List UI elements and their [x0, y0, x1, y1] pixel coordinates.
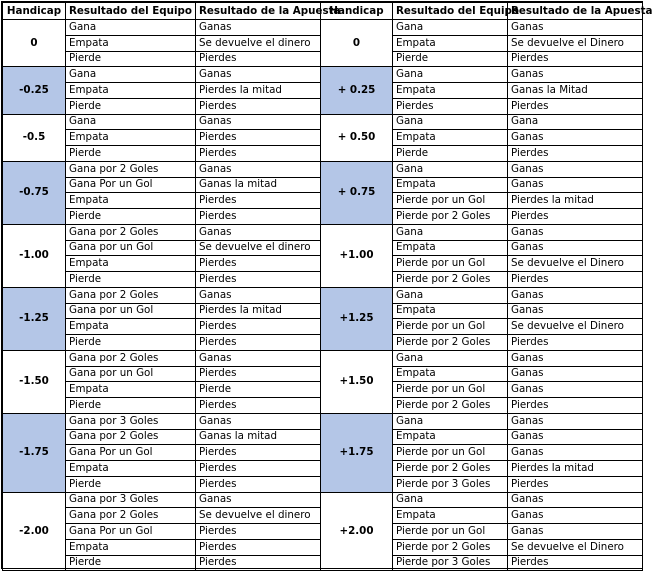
team-result-cell: Gana por un Gol: [66, 303, 196, 319]
team-result-cell: Pierde por 2 Goles: [393, 461, 508, 477]
team-result-cell: Pierde: [66, 51, 196, 67]
bet-result-cell: Pierdes: [196, 398, 321, 414]
bet-result-cell: Ganas: [508, 382, 643, 398]
handicap-value-right: 0: [321, 20, 393, 67]
handicap-value-left: -2.00: [3, 492, 66, 571]
bet-result-cell: Pierdes: [508, 335, 643, 351]
handicap-value-right: +1.75: [321, 413, 393, 492]
bet-result-cell: Pierdes: [508, 98, 643, 114]
handicap-table-container: [1, 1, 652, 569]
team-result-cell: Empata: [66, 256, 196, 272]
bet-result-cell: Ganas: [196, 413, 321, 429]
team-result-cell: Empata: [393, 130, 508, 146]
team-result-cell: Gana: [393, 114, 508, 130]
team-result-cell: Empata: [66, 319, 196, 335]
bet-result-cell: Se devuelve el dinero: [196, 240, 321, 256]
handicap-value-left: -1.50: [3, 350, 66, 413]
bet-result-cell: Se devuelve el dinero: [196, 508, 321, 524]
bet-result-cell: Ganas: [508, 429, 643, 445]
team-result-cell: Pierde por un Gol: [393, 445, 508, 461]
bet-result-cell: Ganas: [196, 224, 321, 240]
bet-result-cell: Pierdes: [196, 209, 321, 225]
bet-result-cell: Pierdes: [508, 209, 643, 225]
bet-result-cell: Ganas: [196, 67, 321, 83]
team-result-cell: Pierde: [66, 146, 196, 162]
team-result-cell: Gana por un Gol: [66, 240, 196, 256]
bet-result-cell: Ganas: [508, 130, 643, 146]
handicap-value-left: -0.75: [3, 161, 66, 224]
handicap-value-right: + 0.50: [321, 114, 393, 161]
team-result-cell: Gana: [393, 20, 508, 36]
bet-result-cell: Pierdes: [196, 193, 321, 209]
team-result-cell: Pierde por un Gol: [393, 193, 508, 209]
header-bet-result-right: Resultado de la Apuesta: [508, 3, 643, 20]
team-result-cell: Gana: [393, 224, 508, 240]
handicap-value-left: 0: [3, 20, 66, 67]
bet-result-cell: Pierdes: [508, 272, 643, 288]
team-result-cell: Pierde por 3 Goles: [393, 555, 508, 571]
bet-result-cell: Se devuelve el dinero: [196, 35, 321, 51]
team-result-cell: Pierde: [66, 272, 196, 288]
bet-result-cell: Pierdes la mitad: [508, 461, 643, 477]
team-result-cell: Gana por 3 Goles: [66, 492, 196, 508]
team-result-cell: Pierde: [66, 555, 196, 571]
bet-result-cell: Ganas: [508, 224, 643, 240]
team-result-cell: Gana por 2 Goles: [66, 508, 196, 524]
bet-result-cell: Ganas: [196, 114, 321, 130]
bet-result-cell: Ganas: [508, 524, 643, 540]
team-result-cell: Gana por 2 Goles: [66, 429, 196, 445]
bet-result-cell: Pierdes: [508, 555, 643, 571]
bet-result-cell: Pierdes: [196, 555, 321, 571]
bet-result-cell: Gana: [508, 114, 643, 130]
header-bet-result-left: Resultado de la Apuesta: [196, 3, 321, 20]
team-result-cell: Gana por 3 Goles: [66, 413, 196, 429]
team-result-cell: Empata: [393, 240, 508, 256]
team-result-cell: Pierde por 2 Goles: [393, 539, 508, 555]
header-handicap-left: Handicap: [3, 3, 66, 20]
team-result-cell: Empata: [393, 303, 508, 319]
table-row: [3, 161, 643, 177]
bet-result-cell: Ganas: [508, 287, 643, 303]
handicap-value-right: + 0.75: [321, 161, 393, 224]
bet-result-cell: Se devuelve el Dinero: [508, 319, 643, 335]
header-row: [3, 3, 643, 20]
bet-result-cell: Ganas: [508, 20, 643, 36]
bet-result-cell: Pierdes: [508, 146, 643, 162]
bet-result-cell: Ganas: [508, 508, 643, 524]
team-result-cell: Empata: [66, 382, 196, 398]
team-result-cell: Pierde: [66, 209, 196, 225]
bet-result-cell: Ganas: [508, 366, 643, 382]
bet-result-cell: Pierdes: [196, 524, 321, 540]
team-result-cell: Pierde por 2 Goles: [393, 335, 508, 351]
bet-result-cell: Ganas: [196, 287, 321, 303]
team-result-cell: Gana Por un Gol: [66, 524, 196, 540]
bet-result-cell: Ganas la mitad: [196, 429, 321, 445]
handicap-value-left: -1.00: [3, 224, 66, 287]
bet-result-cell: Pierde: [196, 382, 321, 398]
asian-handicap-table: [2, 2, 652, 571]
team-result-cell: Gana Por un Gol: [66, 177, 196, 193]
header-team-result-right: Resultado del Equipo: [393, 3, 508, 20]
bet-result-cell: Pierdes: [196, 98, 321, 114]
bet-result-cell: Se devuelve el Dinero: [508, 256, 643, 272]
header-team-result-left: Resultado del Equipo: [66, 3, 196, 20]
bet-result-cell: Pierdes: [196, 272, 321, 288]
bet-result-cell: Ganas: [196, 20, 321, 36]
team-result-cell: Pierde: [66, 98, 196, 114]
handicap-value-left: -1.25: [3, 287, 66, 350]
bet-result-cell: Ganas: [508, 445, 643, 461]
bet-result-cell: Pierdes: [196, 539, 321, 555]
table-row: [3, 67, 643, 83]
team-result-cell: Gana: [393, 492, 508, 508]
bet-result-cell: Pierdes: [196, 476, 321, 492]
team-result-cell: Pierde por 2 Goles: [393, 209, 508, 225]
bet-result-cell: Ganas: [508, 303, 643, 319]
table-row: [3, 413, 643, 429]
table-row: [3, 224, 643, 240]
team-result-cell: Pierde por un Gol: [393, 382, 508, 398]
bet-result-cell: Ganas: [196, 161, 321, 177]
bet-result-cell: Pierdes la mitad: [196, 83, 321, 99]
bet-result-cell: Pierdes la mitad: [196, 303, 321, 319]
team-result-cell: Empata: [393, 83, 508, 99]
handicap-value-left: -0.25: [3, 67, 66, 114]
team-result-cell: Pierde por 2 Goles: [393, 272, 508, 288]
bet-result-cell: Ganas: [508, 67, 643, 83]
team-result-cell: Gana: [66, 20, 196, 36]
team-result-cell: Gana: [393, 287, 508, 303]
bet-result-cell: Pierdes: [508, 476, 643, 492]
bet-result-cell: Se devuelve el Dinero: [508, 539, 643, 555]
team-result-cell: Gana: [393, 161, 508, 177]
bet-result-cell: Ganas: [508, 161, 643, 177]
handicap-value-right: +1.00: [321, 224, 393, 287]
bet-result-cell: Ganas la Mitad: [508, 83, 643, 99]
table-row: [3, 114, 643, 130]
bet-result-cell: Pierdes: [196, 461, 321, 477]
bet-result-cell: Pierdes: [196, 445, 321, 461]
bet-result-cell: Ganas: [508, 177, 643, 193]
team-result-cell: Empata: [393, 177, 508, 193]
bet-result-cell: Pierdes: [196, 366, 321, 382]
team-result-cell: Pierdes: [393, 98, 508, 114]
team-result-cell: Empata: [66, 130, 196, 146]
handicap-value-left: -1.75: [3, 413, 66, 492]
team-result-cell: Gana: [393, 413, 508, 429]
handicap-value-right: + 0.25: [321, 67, 393, 114]
team-result-cell: Empata: [66, 83, 196, 99]
team-result-cell: Pierde por un Gol: [393, 256, 508, 272]
handicap-value-right: +1.25: [321, 287, 393, 350]
team-result-cell: Empata: [66, 539, 196, 555]
bet-result-cell: Ganas: [508, 240, 643, 256]
team-result-cell: Gana: [393, 67, 508, 83]
bet-result-cell: Ganas: [508, 413, 643, 429]
bet-result-cell: Pierdes: [508, 51, 643, 67]
bet-result-cell: Pierdes: [196, 130, 321, 146]
team-result-cell: Gana por 2 Goles: [66, 161, 196, 177]
team-result-cell: Empata: [393, 429, 508, 445]
team-result-cell: Pierde: [66, 398, 196, 414]
table-row: [3, 20, 643, 36]
table-row: [3, 492, 643, 508]
team-result-cell: Pierde por 2 Goles: [393, 398, 508, 414]
team-result-cell: Empata: [66, 35, 196, 51]
team-result-cell: Empata: [393, 508, 508, 524]
bet-result-cell: Ganas: [196, 350, 321, 366]
handicap-value-left: -0.5: [3, 114, 66, 161]
team-result-cell: Gana: [393, 350, 508, 366]
bet-result-cell: Se devuelve el Dinero: [508, 35, 643, 51]
header-handicap-right: Handicap: [321, 3, 393, 20]
bet-result-cell: Pierdes: [196, 256, 321, 272]
bet-result-cell: Pierdes: [196, 319, 321, 335]
team-result-cell: Gana por 2 Goles: [66, 287, 196, 303]
team-result-cell: Pierde: [393, 51, 508, 67]
team-result-cell: Gana Por un Gol: [66, 445, 196, 461]
handicap-value-right: +1.50: [321, 350, 393, 413]
table-row: [3, 287, 643, 303]
team-result-cell: Pierde por 3 Goles: [393, 476, 508, 492]
team-result-cell: Empata: [66, 461, 196, 477]
team-result-cell: Empata: [393, 35, 508, 51]
bet-result-cell: Pierdes: [196, 51, 321, 67]
bet-result-cell: Ganas la mitad: [196, 177, 321, 193]
team-result-cell: Empata: [66, 193, 196, 209]
team-result-cell: Pierde: [66, 476, 196, 492]
table-row: [3, 350, 643, 366]
team-result-cell: Gana por 2 Goles: [66, 350, 196, 366]
handicap-value-right: +2.00: [321, 492, 393, 571]
team-result-cell: Gana por un Gol: [66, 366, 196, 382]
team-result-cell: Pierde por un Gol: [393, 524, 508, 540]
bet-result-cell: Pierdes la mitad: [508, 193, 643, 209]
bet-result-cell: Ganas: [196, 492, 321, 508]
team-result-cell: Pierde: [66, 335, 196, 351]
bet-result-cell: Pierdes: [508, 398, 643, 414]
team-result-cell: Pierde por un Gol: [393, 319, 508, 335]
bet-result-cell: Pierdes: [196, 146, 321, 162]
team-result-cell: Empata: [393, 366, 508, 382]
team-result-cell: Gana: [66, 114, 196, 130]
team-result-cell: Gana por 2 Goles: [66, 224, 196, 240]
team-result-cell: Pierde: [393, 146, 508, 162]
team-result-cell: Gana: [66, 67, 196, 83]
bet-result-cell: Ganas: [508, 350, 643, 366]
bet-result-cell: Pierdes: [196, 335, 321, 351]
bet-result-cell: Ganas: [508, 492, 643, 508]
